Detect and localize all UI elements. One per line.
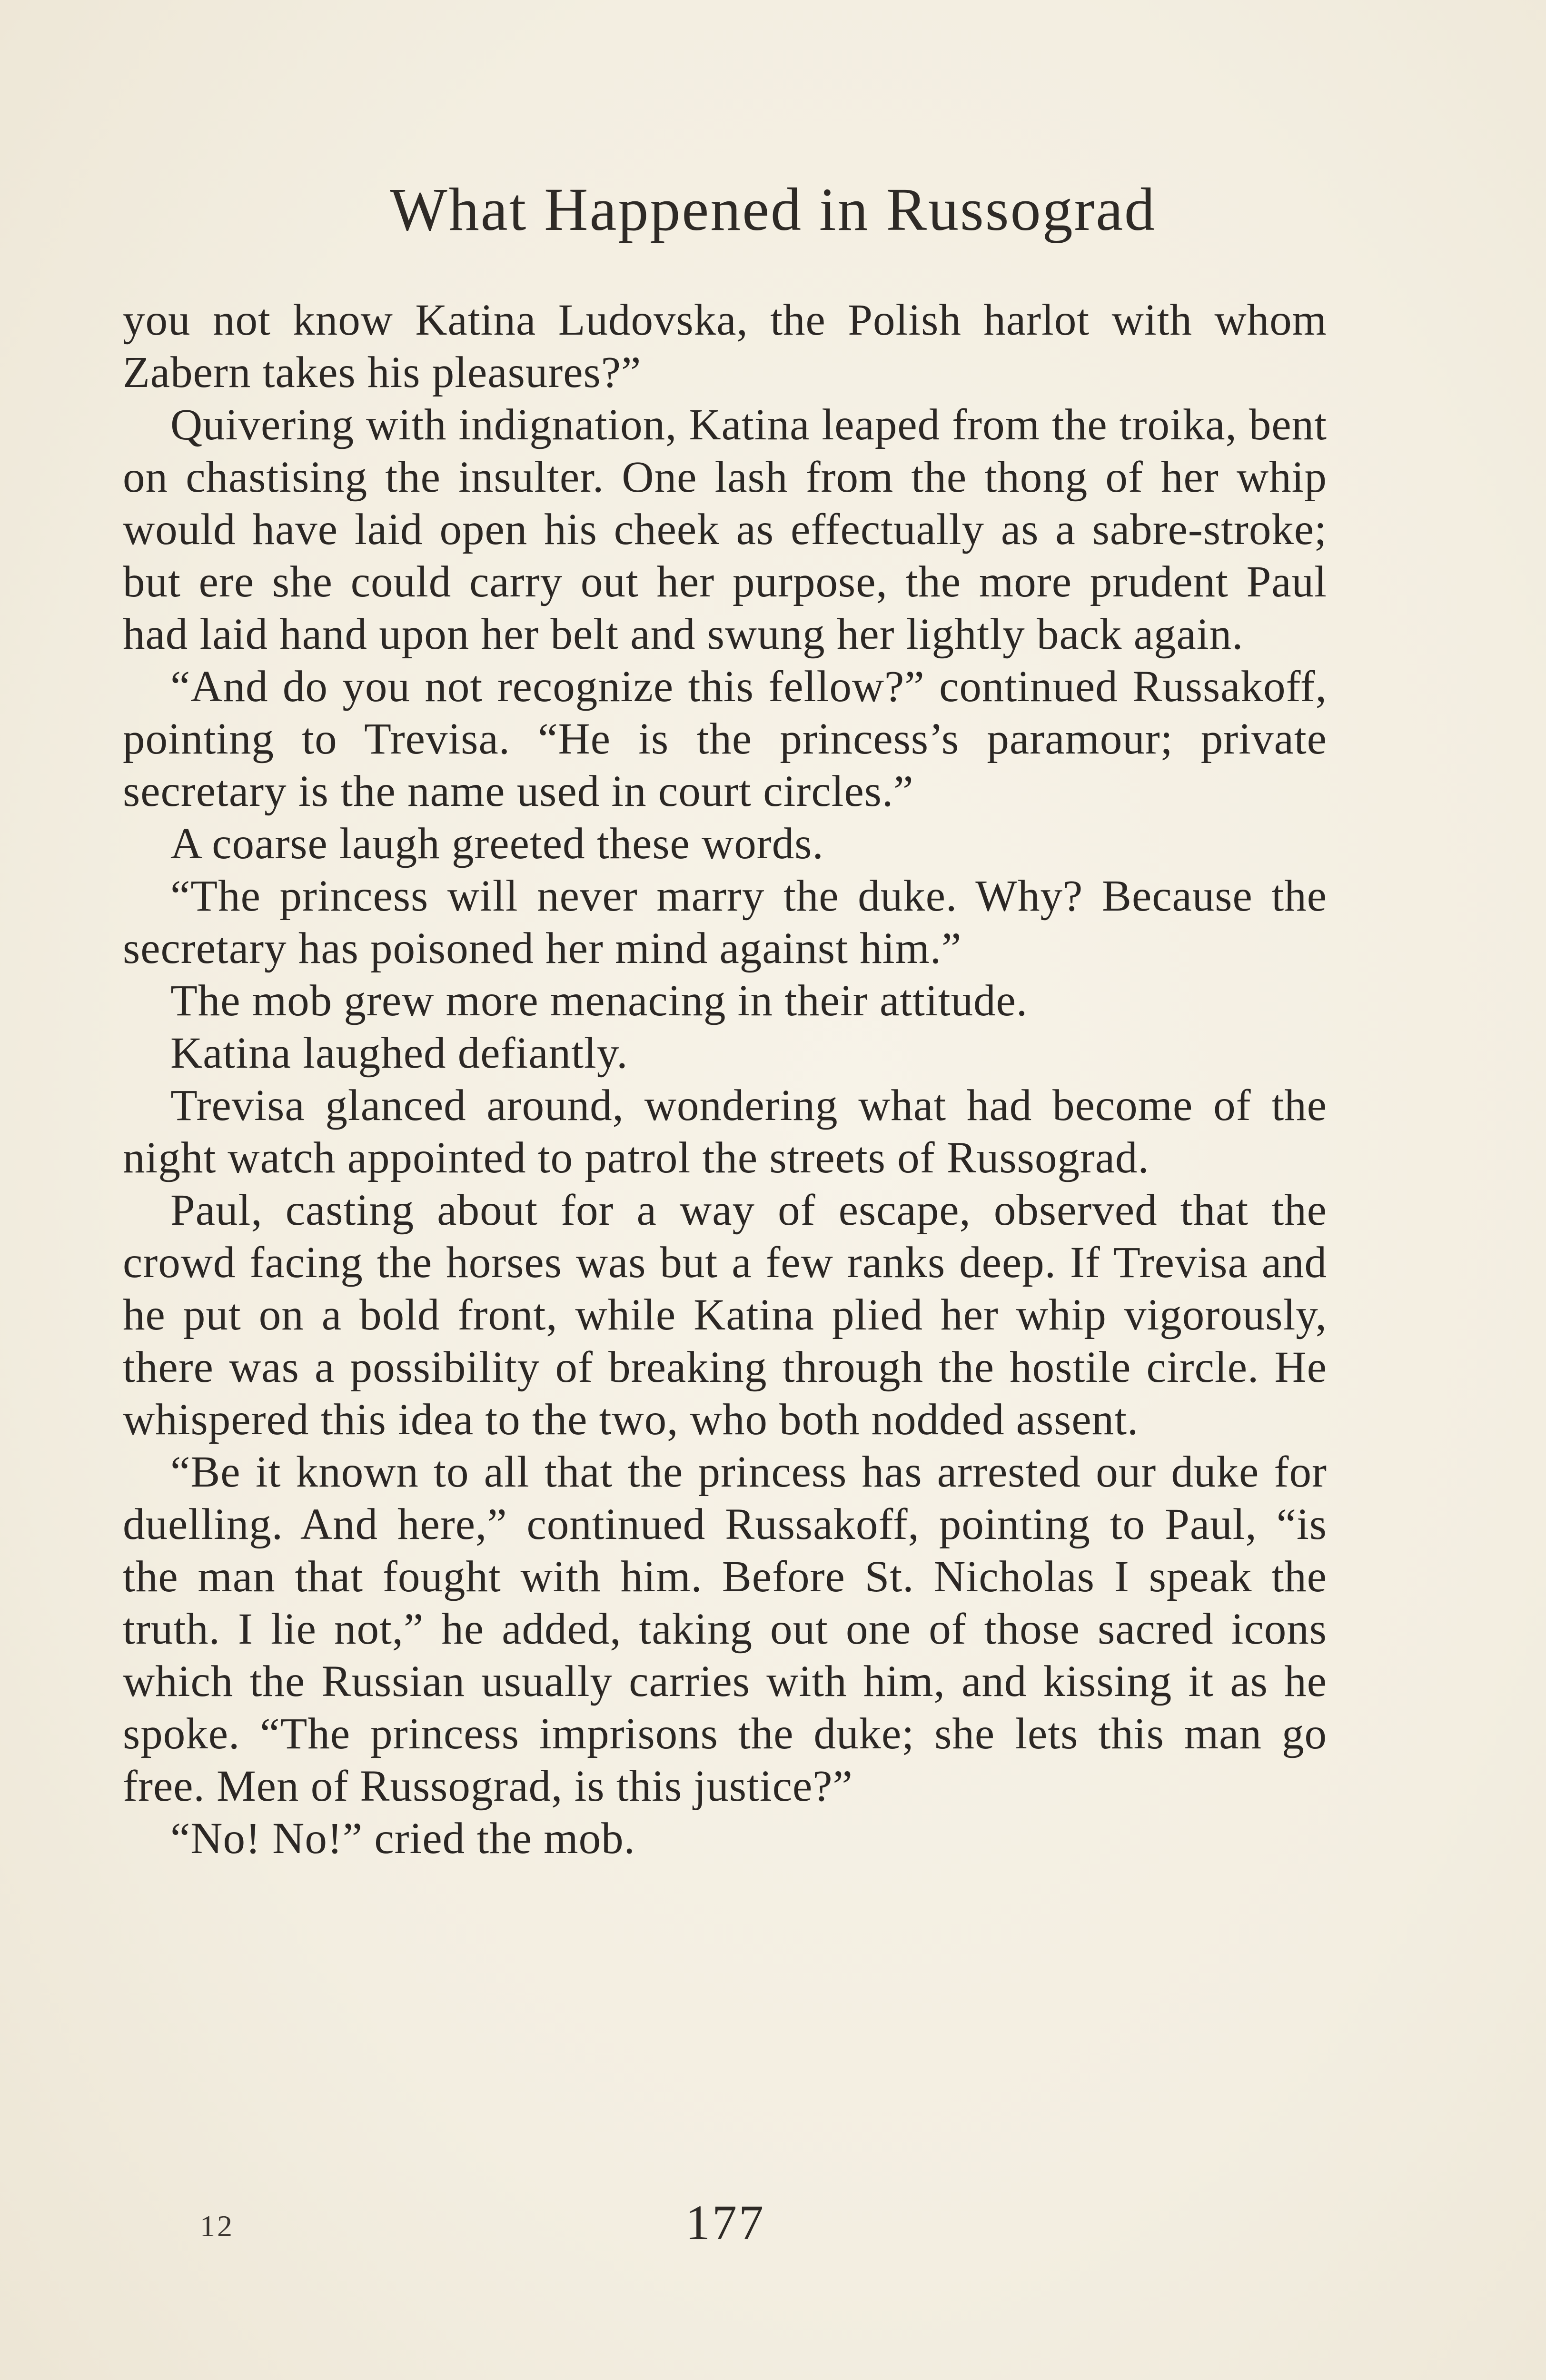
paragraph: “And do you not recognize this fellow?” continued Russakoff, pointing to Trevisa. “He is the princess’s paramour; private secretary is the name used in court circles.” bbox=[123, 662, 1327, 816]
paragraph: “No! No!” cried the mob. bbox=[170, 1814, 635, 1863]
signature-mark: 12 bbox=[200, 2209, 234, 2243]
paragraph: Trevisa glanced around, wondering what had become of the night watch appointed to patrol the streets of Russograd. bbox=[123, 1081, 1327, 1182]
page-number: 177 bbox=[685, 2195, 765, 2250]
paragraph: Katina laughed defiantly. bbox=[170, 1029, 628, 1078]
paragraph: Quivering with indignation, Katina leaped from the troika, bent on chastising the insulter. One lash from the thong of her whip would have laid open his cheek as effectually as a sabre-stroke; but ere she could carry out her purpose, the more prudent Paul had laid hand upon her belt and swung her lightly back again. bbox=[123, 400, 1327, 659]
body-text bbox=[123, 294, 1327, 1865]
running-head: What Happened in Russograd bbox=[389, 176, 1157, 243]
paragraph: “Be it known to all that the princess has arrested our duke for duelling. And here,” continued Russakoff, pointing to Paul, “is the man that fought with him. Before St. Nicholas I speak the truth. I lie not,” he added, taking out one of those sacred icons which the Russian usually carries with him, and kissing it as he spoke. “The princess imprisons the duke; she lets this man go free. Men of Russograd, is this justice?” bbox=[123, 1448, 1327, 1811]
paragraph: Paul, casting about for a way of escape, observed that the crowd facing the horses was but a few ranks deep. If Trevisa and he put on a bold front, while Katina plied her whip vigorously, there was a possibility of breaking through the hostile circle. He whispered this idea to the two, who both nodded assent. bbox=[123, 1186, 1327, 1444]
paragraph: The mob grew more menacing in their attitude. bbox=[170, 976, 1028, 1025]
paragraph: you not know Katina Ludovska, the Polish harlot with whom Zabern takes his pleasures?” bbox=[123, 296, 1327, 397]
paragraph: “The princess will never marry the duke. Why? Because the secretary has poisoned her mind against him.” bbox=[123, 872, 1327, 973]
paragraph: A coarse laugh greeted these words. bbox=[170, 819, 824, 868]
